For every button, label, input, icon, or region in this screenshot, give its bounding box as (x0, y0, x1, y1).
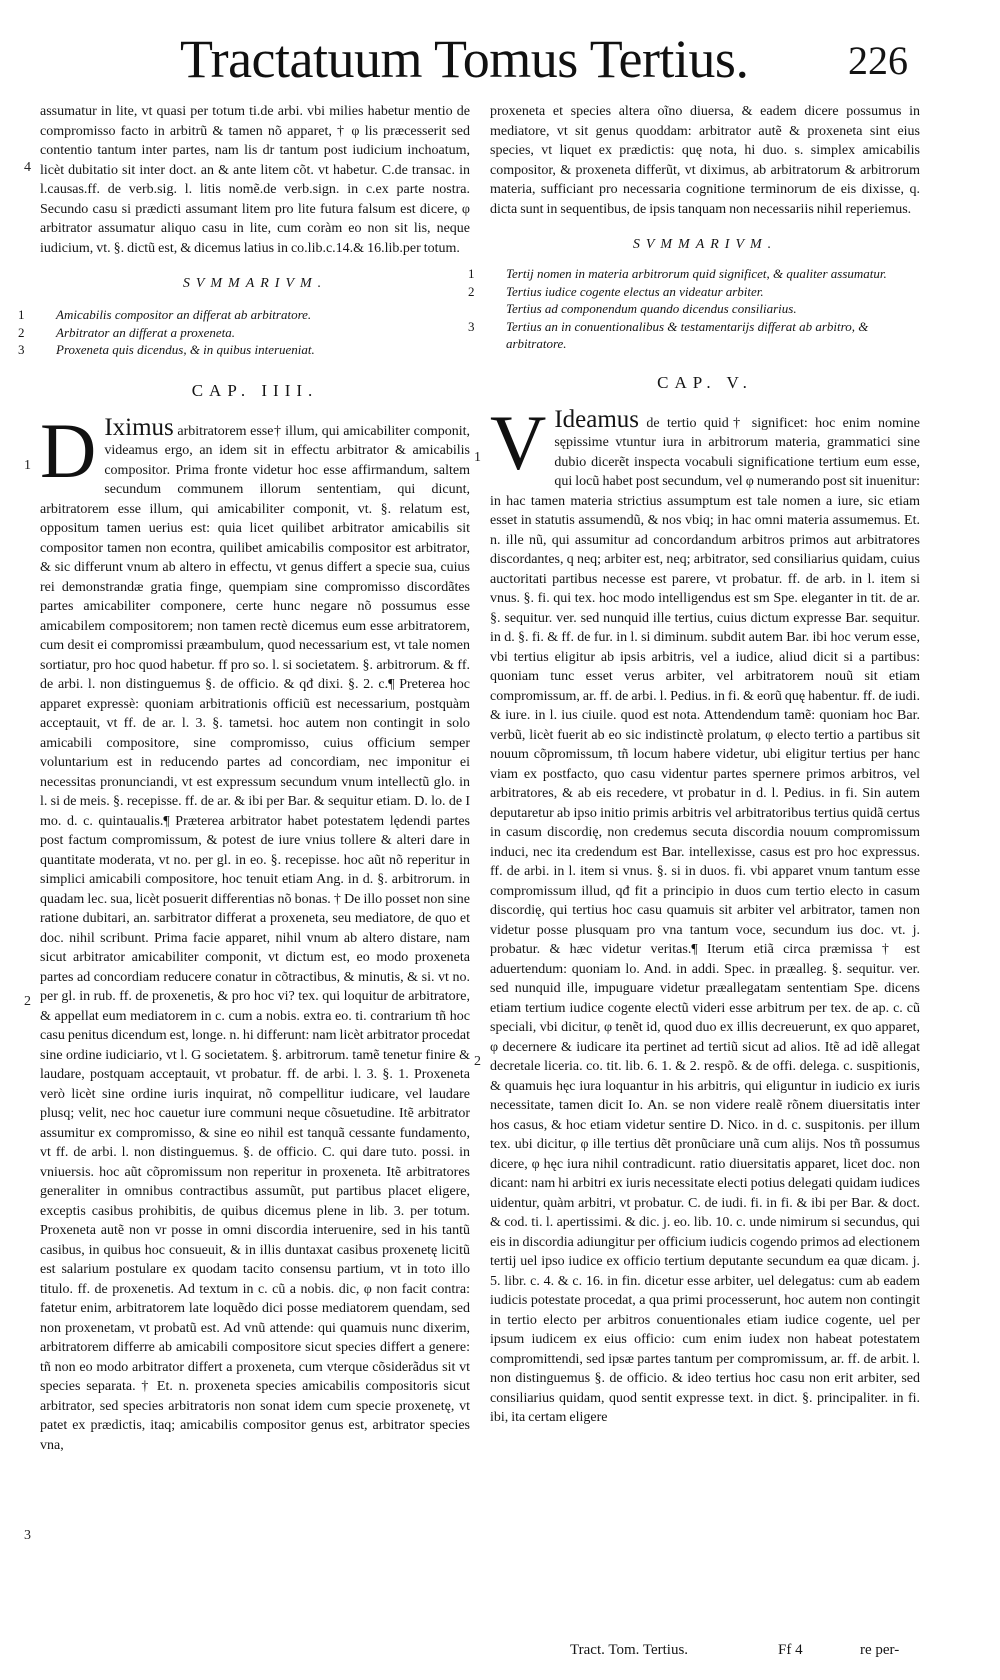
summary-item-text: Amicabilis compositor an differat ab arbitratore. (56, 307, 312, 322)
summary-item (468, 265, 920, 283)
summary-item-number: 3 (468, 318, 475, 334)
drop-cap: D (40, 406, 97, 494)
folio-number: 226 (848, 38, 908, 83)
summary-item (18, 341, 470, 359)
catchword: re per- (860, 1642, 900, 1658)
chapter-text: arbitratorem esse† illum, qui amicabiliter componit, videamus ergo, an idem sit in effectu arbitrator & amicabilis compositor. Prima fronte videtur hoc esse affirmandum, saltem secundum communem illorum sententiam, qui dicunt, arbitratorem esse illum, qui amicabiliter componit, vt. §. relatum est, oppositum tamen uerius est: quia licet quilibet arbitrator amicabilis sit compositor tamen non econtra, quilibet amicabilis compositor est arbitrator, & sic differunt vnum ab altero in effectu, vt genus differt a specie sua, cuius rei demonstrandæ gratia finge, quempiam sine compromisso discordãtes partes amicabiliter componere, certe hunc negare nõ possumus esse amicabilem compositorem; non tamen rectè dicemus eum esse arbitratorem, cum desit ei compromissi præambulum, quod necessarium est, vt tale nomen sortiatur, pro hoc quod habetur. ff pro so. l. si societatem. §. arbitrorum. & ff. de arbi. l. non distinguemus §. de officio. & qđ dixi. §. 2. c.¶ Preterea hoc apparet expressè: quoniam arbitrationis officiũ est necessarium, postquàm acceptauit, vt ff. de ar. l. 3. §. tametsi. hoc autem non contingit in solo amicabili compositore, sine compromisso, cuius officium semper voluntarium est in reducendo partes ad concordiam, nec imponitur ei necessitas pronunciandi, vt est expressum secundum vnum intellectũ glo. in l. si de meis. §. recepisse. ff. de ar. & ibi per Bar. & sequitur etiam. D. lo. de I mo. d. c. quintaualis.¶ Præterea arbitrator habet potestatem lędendi partes post factum compromissum, & potest de iure vnius tollere & alteri dare in quantitate moderata, vt no. per gl. in eo. §. recepisse. hoc aũt nõ reperitur in simplici amicabili compositore, hoc tenuit etiam Ang. in d. §. arbitrorum. in quadam lec. sua, licèt posuerit differentias nõ bonas. † De illo posset non sine ratione dubitari, an. sarbitrator differat a proxeneta, seu mediatore, de quo et doc. nihil scribunt. Prima facie apparet, nihil vnum ab altero distare, nam sicut arbitrator amicabiliter componit, vt dictum est, eo modo proxeneta partes ad concordiam reducere conatur in cõtractibus, & minutis, & si. vt no. per gl. in rub. ff. de proxenetis, & pro hoc vi? tex. qui loquitur de arbitratore, & appellat eum mediatorem in c. cum a nobis. extra eo. ti. contrarium tñ hoc casu penitus dicendum est, longe. n. hi differunt: nam licèt arbitrator procedat sine ordine iudiciario, vt l. G societatem. §. arbitrorum. tamẽ tenetur finire & laudare, postquam acceptauit, vt probatur. ff. de arbi. l. 3. §. 1. Proxeneta verò licèt sine ordine iuris inquirat, nõ compellitur iudicare, vel laudare plusq; velit, nec hoc cauetur iure communi neque cõsuetudine. Itẽ arbitrator assumitur ex compromisso, & sine eo nihil est tanquã cessante fundamento, vt ff. de arbi. l. non distinguemus. §. de officio. C. qui dare tuto. possi. in vniuersis. hoc aũt cõpromissum non reperitur in proxeneta. Itẽ arbitratores generaliter in omnibus contractibus assumũt, put partibus placet eligere, exceptis casibus prohibitis, de quibus dicemus plene in lib. 3. per totum. Proxeneta autẽ non vr posse in omni discordia interuenire, sed in his tantũ casibus, in quibus hoc consueuit, & in illis duntaxat casibus proxenetę licitũ est salarium postulare ex quodam tacito consensu partium, vt in toto illo titulo. ff. de proxenetis. Ad textum in c. cũ a nobis. dic, φ non facit contra: fatetur enim, arbitratorem late loquẽdo dici posse mediatorem quendam, sed non proxenetam, vt probatũ est. Ad vnũ attende: qui quamuis nunc dixerim, arbitratorem differre ab amicabili compositore sicut species differt a genere: tñ non eo modo arbitrator differt a proxeneta, cum vterque cõsiderãdus sit vt species separata. † Et. n. proxeneta species amicabilis compositoris sicut arbitrator, sed species arbitratoris non sonat idem cum specie proxenetę, vt patet ex prædictis, itaq; amicabilis compositor genus est, arbitrator species vna, (40, 423, 470, 1453)
right-column (468, 102, 921, 1428)
chapter-text: de tertio quid† significet: hoc enim nomine sępissime vtuntur iura in arbitrorum materia, grammatici sine dubio dicerẽt inspecta vocabuli significatione tertium eum esse, qui locũ habet post secundum, vel φ numerando post sit inuenitur: in hac tamen materia strictius assumptum est tale nomen a iure, sic etiam esset in statutis assumendũ, & nos vbiq; in hac omni materia assumemus. Et. n. ille nũ, qui assumitur ad concordandum arbitros primos aut arbitratores discordantes, q neq; arbiter est, neq; arbitrator, sed consiliarius quidam, cuius auctoritati partibus necesse est parere, vt probatur. ff. de arb. in l. item si vnus. §. fi. qui tex. hoc modo intelligendus est sm Spe. eleganter in tit. de ar. §. sequitur. ver. sed nunquid ille tertius, cuius dictum expresse Bar. sequitur. in d. §. fi. & ff. de fur. in l. si diminum. subdit autem Bar. ibi hoc verum esse, vbi tertius eligitur ab ipsis arbitris, vel a iudice, aliud dicit si a partibus: quoniam tunc esset verus arbiter, vel arbitratorem nouũ sit etiam compromissum, ar. ff. de arbi. l. Pedius. in fi. & eorũ quę habentur. ff. de iudi. & iure. in l. ius ciuile. quod est nota. Attendendum tamẽ: quoniam hoc Bar. verbũ, licèt fuerit ab eo sic indistinctè prolatum, φ electo tertio a partibus sit nouum cõpromissum, tñ locum habere videtur, ubi eligitur tertius per hanc viam ex postfacto, quo casu videntur partes spernere primos arbitros, vel arbitratores, & ab eis recedere, vt probatur in d. l. Pedius. in fi. Sin autem deputaretur ab ipso initio primis arbitris vel arbitratoribus tertius quidã certus in casum discordię, non credemus secuta discordia nouum compromissum induci, nec ita credendum est Bar. intellexisse, casus est pro hoc expressus. ff. de arbi. in l. item si vnus. §. si in duos. fi. vbi apparet vnum tantum esse compromissum illud, qđ fit a principio in duos cum tertio electo in casum discordię, qui tertius hoc casu quamuis sit arbiter vel arbitrator, tamen non videtur posse plusquam pro vna tantum voce, secundum ius doc. vt. j. probatur. & hæc videtur veritas.¶ Iterum etiã circa præmissa † est aduertendum: quoniam lo. And. in addi. Spec. in præalleg. §. sequitur. ver. sed nunquid ille, impuguare videtur præallegatam sententiam Spe. dicens etiam tertium iudice cogente electũ videri esse arbitrum per tex. de ap. c. cũ speciali, vbi dicitur, φ tenẽt id, quod duo ex illis decreuerunt, ex quo apparet, φ decernere & iudicare ita pertinet ad tertiũ sicut ad alios. Itẽ ad idẽ allegat decretale liceria. co. tit. lib. 6. 1. & 2. respõ. & de offi. delega. c. suspitionis, & quamuis hęc iura loquantur in his arbitris, qui eliguntur in iudicio ex iuris necessitate, tamen dicit Io. An. se non videre realẽ rõnem diuersitatis inter hos casus, & hoc etiam videtur sentire D. Nico. in d. c. suspitonis. per illum tex. ubi dicitur, φ ille tertius dẽt pronũciare unã cum alijs. Nos tñ possumus dicere, φ hęc iura nihil contradicunt. ratio diuersitatis apparet, licet doc. non dicant: nam hi arbitri ex iuris necessitate electi potius delegati quidam iudices uidentur, quàm arbitri, vt probatur. C. de iudi. fi. in fi. & ibi per Bar. & doct. & cod. ti. l. apertissimi. & dic. j. eo. lib. 10. c. unde nimirum si secundus, qui eis in discordia adiungitur per officium iudicis cogendo primos ad electionem tertij uel ipso iudice ex officio tertium deputante secundum ea quæ dicam. j. 5. libr. c. 4. & c. 16. in fin. dicetur esse arbiter, uel delegatus: cum ab eadem iudicis potestate procedat, a qua primi processerunt, hoc autem non contingit in tertio electo per arbitros conuentionales etiam iudice cogente, uel per ipsum iudicem ex eius officio: cum enim iudex non habeat potestatem compromittendi, sed ipsæ partes tantum per compromissum, ar. ff. de arbit. l. non distinguemus §. de officio. & ideo tertius hoc casu non erit arbiter, sed consiliarius quidam, quod sentit expresse text. in dict. §. principaliter. in fi. ibi, ita certam eligere (490, 415, 921, 1425)
left-summary-list (18, 306, 470, 359)
right-chapter-title: CAP. V. (657, 372, 753, 392)
margin-note-number: 1 (24, 458, 31, 473)
summary-item (468, 283, 920, 301)
incipit-word: Ideamus (554, 405, 640, 433)
summary-item-text: Tertius iudice cogente electus an videatur arbiter. (506, 283, 764, 299)
running-title: Tractatuum Tomus Tertius. (180, 29, 749, 89)
summary-item-number: 3 (18, 342, 25, 357)
summary-item-text: Proxeneta quis dicendus, & in quibus interueniat. (56, 342, 315, 357)
summary-item-number: 2 (18, 324, 25, 340)
summary-item-text: Arbitrator an differat a proxeneta. (56, 324, 235, 340)
footer-catch-title: Tract. Tom. Tertius. (570, 1642, 689, 1658)
margin-note-number: 2 (24, 994, 31, 1009)
left-column (18, 102, 470, 1455)
left-chapter-body (40, 406, 470, 1456)
incipit-word: Iximus (104, 413, 174, 441)
margin-note-number: 1 (474, 450, 481, 465)
right-summary-title: SVMMARIVM. (632, 237, 778, 252)
left-opening-text: assumatur in lite, vt quasi per totum ti.de arbi. vbi milies habetur mentio de compromisso facto in arbitrũ & tamen nõ apparet, † φ lis præcesserit sed contentio tantum inter partes, nam lis dr tantum post iudicium inchoatum, licèt dubitatio sit inter doct. an & ante litem cõt. vt habetur. C.de transac. in l.causas.ff. de verb.sig. l. litis nomẽ.de verb.sign. in c.ex parte nostra. Secundo casu si prædicti assumant litem pro lite futura falsum est dicere, φ arbitrator assumatur aliquo casu in lite, cum coràm eo non sit lis, neque iudicium, vt. §. dictũ est, & dicemus latius in co.lib.c.14.& 16.lib.per totum. (40, 104, 470, 256)
right-summary-list (468, 265, 920, 353)
summary-item-text: Tertij nomen in materia arbitrorum quid significet, & qualiter assumatur. (506, 266, 887, 281)
summary-item-number: 1 (468, 266, 475, 281)
summary-item-number: 2 (468, 283, 475, 299)
summary-item-text: Tertius an in conuentionalibus & testamentarijs differat ab arbitro, & arbitratore. (506, 318, 869, 351)
summary-item-number: 1 (18, 307, 25, 322)
right-chapter-text (490, 398, 921, 1428)
margin-note-number: 4 (24, 160, 31, 175)
right-opening-text: proxeneta et species altera oĩno diuersa, & eadem dicere possumus in mediatore, vt sit genus quoddam: arbitrator autẽ & proxeneta sint eius species, vt liquet ex prædictis: quę nota, hi duo. s. simplex amicabilis compositor, & proxeneta differũt, vt diximus, ab arbitratorum & arbitrorum materia, sufficiant pro necessaria cognitione terminorum de eis dixisse, q. dicta sunt in sequentibus, de ipsis tanquam non necessariis nihil reperiemus. (490, 104, 920, 217)
right-chapter-body (490, 398, 921, 1428)
left-chapter-title: CAP. IIII. (191, 380, 319, 400)
summary-item (490, 300, 920, 318)
left-chapter-text (40, 406, 470, 1456)
summary-item (468, 318, 920, 353)
summary-item (18, 324, 470, 342)
summary-item-text: Tertius ad componendum quando dicendus consiliarius. (506, 301, 797, 316)
summary-item (18, 306, 470, 324)
signature-mark: Ff 4 (778, 1642, 803, 1658)
drop-cap: V (490, 398, 547, 486)
margin-note-number: 2 (474, 1054, 481, 1069)
running-head (180, 24, 940, 94)
left-summary-title: SVMMARIVM. (182, 276, 328, 291)
margin-note-number: 3 (24, 1528, 31, 1543)
